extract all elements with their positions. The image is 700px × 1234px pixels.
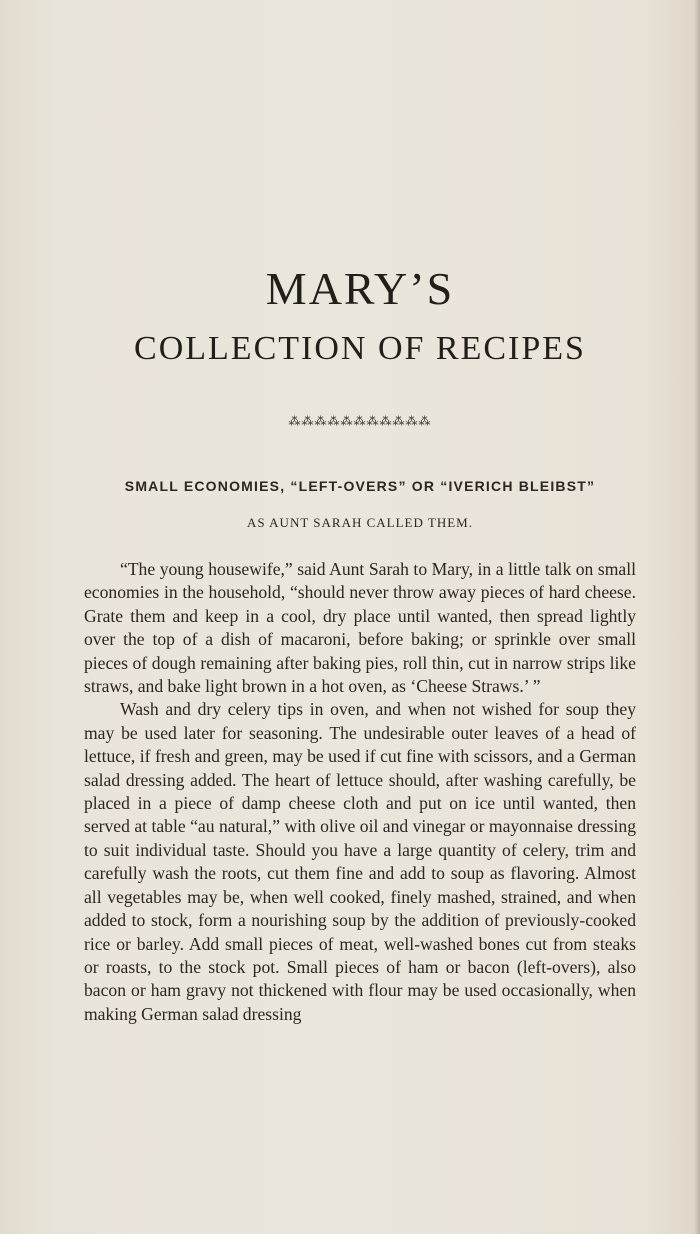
page-subtitle: COLLECTION OF RECIPES xyxy=(134,330,586,367)
body-text xyxy=(84,558,636,1026)
ornament-divider: ⁂⁂⁂⁂⁂⁂⁂⁂⁂⁂⁂ xyxy=(288,414,432,428)
section-heading: SMALL ECONOMIES, “LEFT-OVERS” OR “IVERICH BLEIBST” xyxy=(124,478,596,494)
page-edge-shadow xyxy=(694,0,700,1234)
section-subheading: AS AUNT SARAH CALLED THEM. xyxy=(247,515,473,530)
page-title: MARY’S xyxy=(265,263,455,314)
paragraph: Wash and dry celery tips in oven, and when not wished for soup they may be used later for seasoning. The undesirable outer leaves of a head of lettuce, if fresh and green, may be used if cut fine with scissors, and a German salad dressing added. The heart of lettuce should, after washing carefully, be placed in a piece of damp cheese cloth and put on ice until wanted, then served at table “au natural,” with olive oil and vinegar or mayonnaise dressing to suit individual taste. Should you have a large quantity of celery, trim and carefully wash the roots, cut them fine and add to soup as flavoring. Almost all vegetables may be, when well cooked, finely mashed, strained, and when added to stock, form a nourishing soup by the addition of previously-cooked rice or barley. Add small pieces of meat, well-washed bones cut from steaks or roasts, to the stock pot. Small pieces of ham or bacon (left-overs), also bacon or ham gravy not thickened with flour may be used occasionally, when making German salad dressing xyxy=(84,699,636,1024)
paragraph: “The young housewife,” said Aunt Sarah to Mary, in a little talk on small economies in the household, “should never throw away pieces of hard cheese. Grate them and keep in a cool, dry place until wanted, then spread lightly over the top of a dish of macaroni, before baking; or sprinkle over small pieces of dough remaining after baking pies, roll thin, cut in narrow strips like straws, and bake light brown in a hot oven, as ‘Cheese Straws.’ ” xyxy=(84,559,636,697)
